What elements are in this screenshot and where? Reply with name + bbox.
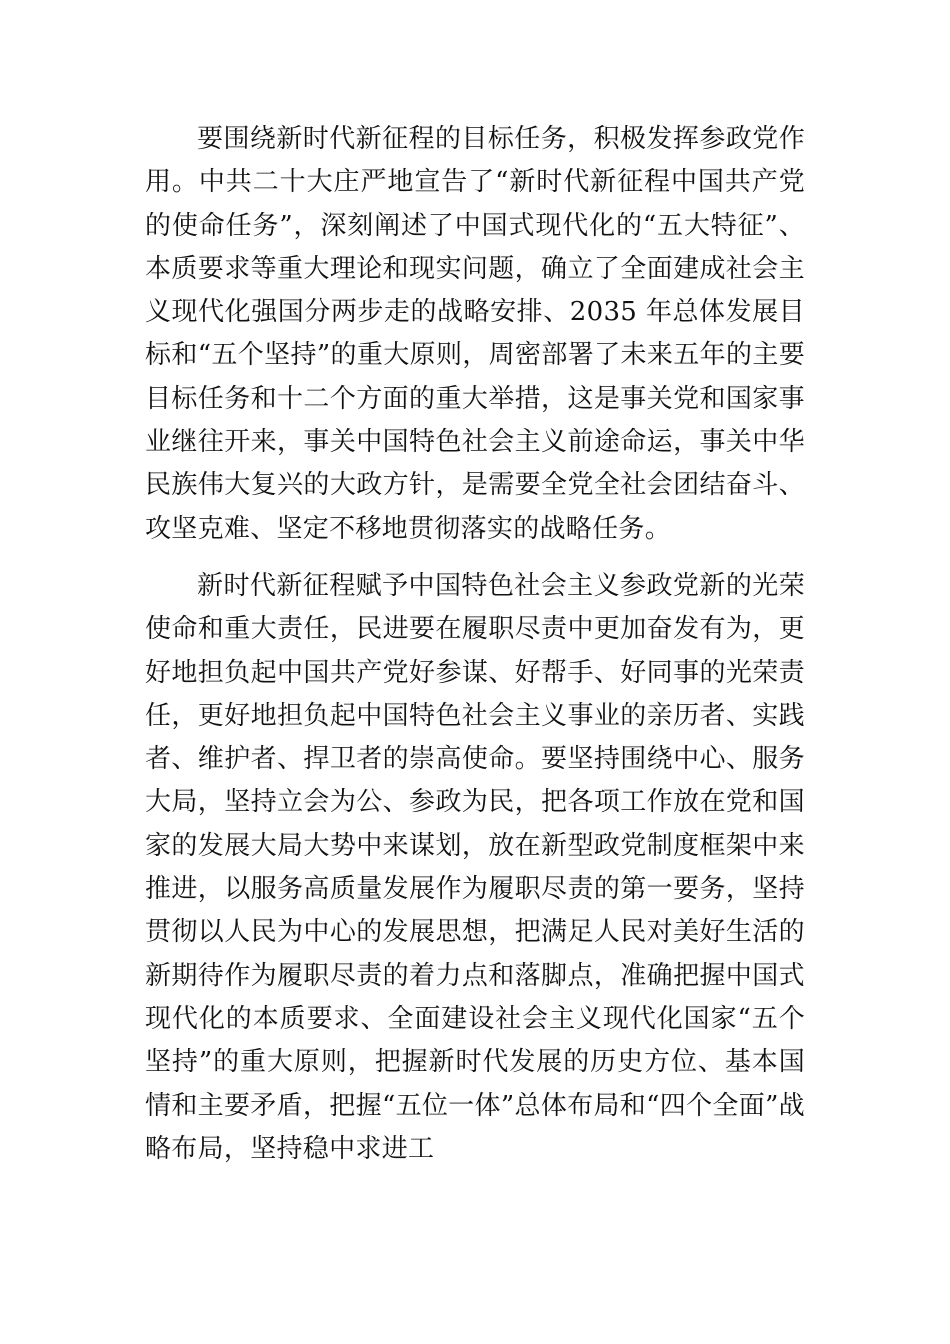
paragraph-1: 要围绕新时代新征程的目标任务，积极发挥参政党作用。中共二十大庄严地宣告了“新时代新征程中国共产党的使命任务”，深刻阐述了中国式现代化的“五大特征”、本质要求等重大理论和现实问题，确立了全面建成社会主义现代化强国分两步走的战略安排、2035 年总体发展目标和“五个坚持”的重大原则，周密部署了未来五年的主要目标任务和十二个方面的重大举措，这是事关党和国家事业继往开来，事关中国特色社会主义前途命运，事关中华民族伟大复兴的大政方针，是需要全党全社会团结奋斗、攻坚克难、坚定不移地贯彻落实的战略任务。 xyxy=(145,124,805,544)
paragraph-2: 新时代新征程赋予中国特色社会主义参政党新的光荣使命和重大责任，民进要在履职尽责中更加奋发有为，更好地担负起中国共产党好参谋、好帮手、好同事的光荣责任，更好地担负起中国特色社会主义事业的亲历者、实践者、维护者、捍卫者的崇高使命。要坚持围绕中心、服务大局，坚持立会为公、参政为民，把各项工作放在党和国家的发展大局大势中来谋划，放在新型政党制度框架中来推进，以服务高质量发展作为履职尽责的第一要务，坚持贯彻以人民为中心的发展思想，把满足人民对美好生活的新期待作为履职尽责的着力点和落脚点，准确把握中国式现代化的本质要求、全面建设社会主义现代化国家“五个坚持”的重大原则，把握新时代发展的历史方位、基本国情和主要矛盾，把握“五位一体”总体布局和“四个全面”战略布局，坚持稳中求进工 xyxy=(145,570,805,1164)
document-body xyxy=(145,118,805,1171)
